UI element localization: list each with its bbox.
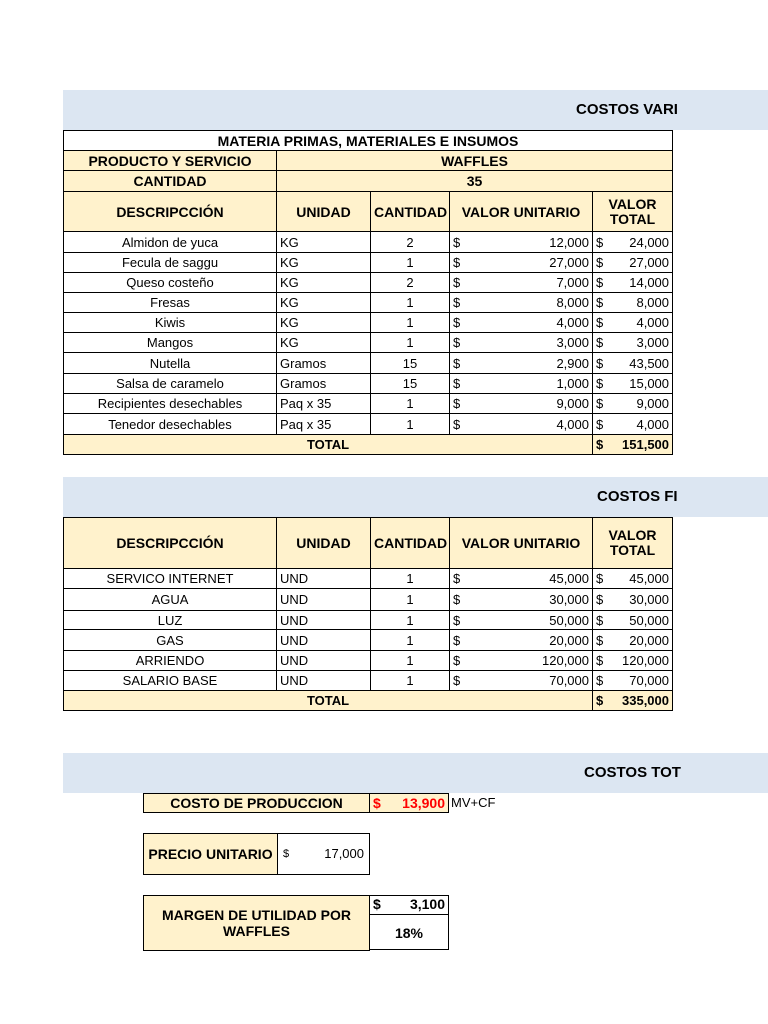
unit-price-value: $ 17,000 xyxy=(277,833,370,875)
row-unit-value: $ 45,000 xyxy=(450,569,593,589)
col-header-unit-value: VALOR UNITARIO xyxy=(450,192,593,232)
row-quantity: 1 xyxy=(371,569,450,589)
production-cost-value: $ 13,900 xyxy=(369,793,449,813)
row-description: LUZ xyxy=(64,611,277,630)
product-label: PRODUCTO Y SERVICIO xyxy=(64,151,277,171)
row-unit-value: $ 8,000 xyxy=(450,293,593,313)
row-unit: KG xyxy=(277,293,371,313)
row-quantity: 1 xyxy=(371,630,450,651)
row-total-value: $ 4,000 xyxy=(593,414,673,435)
row-unit-value: $ 50,000 xyxy=(450,611,593,630)
row-total-value: $ 24,000 xyxy=(593,232,673,253)
row-quantity: 1 xyxy=(371,651,450,671)
row-description: Fecula de saggu xyxy=(64,253,277,273)
row-unit-value: $ 4,000 xyxy=(450,414,593,435)
row-unit: KG xyxy=(277,273,371,293)
row-quantity: 1 xyxy=(371,253,450,273)
row-description: Recipientes desechables xyxy=(64,394,277,414)
row-description: Salsa de caramelo xyxy=(64,374,277,394)
row-unit-value: $ 70,000 xyxy=(450,671,593,691)
row-unit: Gramos xyxy=(277,374,371,394)
row-unit-value: $ 27,000 xyxy=(450,253,593,273)
row-unit: KG xyxy=(277,313,371,333)
row-quantity: 2 xyxy=(371,232,450,253)
row-unit: UND xyxy=(277,671,371,691)
row-description: Fresas xyxy=(64,293,277,313)
product-value: WAFFLES xyxy=(277,151,673,171)
row-description: Tenedor desechables xyxy=(64,414,277,435)
fixed-costs-title: COSTOS FI xyxy=(597,488,678,505)
unit-price-label: PRECIO UNITARIO xyxy=(143,833,278,875)
row-quantity: 1 xyxy=(371,333,450,353)
row-quantity: 15 xyxy=(371,374,450,394)
row-quantity: 1 xyxy=(371,394,450,414)
fixed-col-header-unit-value: VALOR UNITARIO xyxy=(450,518,593,569)
row-unit-value: $ 3,000 xyxy=(450,333,593,353)
materials-section-title: MATERIA PRIMAS, MATERIALES E INSUMOS xyxy=(64,131,673,151)
row-total-value: $ 50,000 xyxy=(593,611,673,630)
row-unit: KG xyxy=(277,232,371,253)
row-unit-value: $ 12,000 xyxy=(450,232,593,253)
row-unit-value: $ 1,000 xyxy=(450,374,593,394)
fixed-total-value: $ 335,000 xyxy=(593,691,673,711)
row-quantity: 1 xyxy=(371,611,450,630)
row-total-value: $ 14,000 xyxy=(593,273,673,293)
variable-total-label: TOTAL xyxy=(64,435,593,455)
row-description: AGUA xyxy=(64,589,277,611)
row-total-value: $ 30,000 xyxy=(593,589,673,611)
row-description: SALARIO BASE xyxy=(64,671,277,691)
row-description: Kiwis xyxy=(64,313,277,333)
row-unit-value: $ 9,000 xyxy=(450,394,593,414)
row-unit-value: $ 4,000 xyxy=(450,313,593,333)
row-unit-value: $ 7,000 xyxy=(450,273,593,293)
row-unit: Gramos xyxy=(277,353,371,374)
row-unit-value: $ 20,000 xyxy=(450,630,593,651)
variable-total-value: $ 151,500 xyxy=(593,435,673,455)
row-description: ARRIENDO xyxy=(64,651,277,671)
row-unit: KG xyxy=(277,253,371,273)
row-quantity: 1 xyxy=(371,589,450,611)
row-unit-value: $ 2,900 xyxy=(450,353,593,374)
col-header-total-value: VALOR TOTAL xyxy=(593,192,673,232)
row-total-value: $ 70,000 xyxy=(593,671,673,691)
row-unit: UND xyxy=(277,611,371,630)
row-unit: UND xyxy=(277,630,371,651)
row-unit: UND xyxy=(277,589,371,611)
row-total-value: $ 4,000 xyxy=(593,313,673,333)
col-header-description: DESCRIPCCIÓN xyxy=(64,192,277,232)
col-header-unit: UNIDAD xyxy=(277,192,371,232)
row-description: Queso costeño xyxy=(64,273,277,293)
fixed-col-header-unit: UNIDAD xyxy=(277,518,371,569)
row-description: Nutella xyxy=(64,353,277,374)
row-quantity: 1 xyxy=(371,313,450,333)
row-unit-value: $ 30,000 xyxy=(450,589,593,611)
quantity-value: 35 xyxy=(277,171,673,192)
fixed-total-label: TOTAL xyxy=(64,691,593,711)
row-total-value: $ 27,000 xyxy=(593,253,673,273)
row-quantity: 2 xyxy=(371,273,450,293)
row-unit: Paq x 35 xyxy=(277,394,371,414)
row-description: Mangos xyxy=(64,333,277,353)
row-total-value: $ 45,000 xyxy=(593,569,673,589)
row-unit-value: $ 120,000 xyxy=(450,651,593,671)
row-quantity: 1 xyxy=(371,293,450,313)
row-description: Almidon de yuca xyxy=(64,232,277,253)
row-unit: UND xyxy=(277,569,371,589)
row-total-value: $ 20,000 xyxy=(593,630,673,651)
row-description: SERVICO INTERNET xyxy=(64,569,277,589)
row-unit: UND xyxy=(277,651,371,671)
production-cost-note: MV+CF xyxy=(451,795,496,810)
margin-value: $ 3,100 xyxy=(369,895,449,915)
fixed-col-header-quantity: CANTIDAD xyxy=(371,518,450,569)
row-total-value: $ 15,000 xyxy=(593,374,673,394)
row-description: GAS xyxy=(64,630,277,651)
row-quantity: 1 xyxy=(371,414,450,435)
row-total-value: $ 8,000 xyxy=(593,293,673,313)
production-cost-label: COSTO DE PRODUCCION xyxy=(143,793,370,813)
row-total-value: $ 120,000 xyxy=(593,651,673,671)
fixed-col-header-description: DESCRIPCCIÓN xyxy=(64,518,277,569)
variable-costs-title: COSTOS VARI xyxy=(576,101,678,118)
col-header-quantity: CANTIDAD xyxy=(371,192,450,232)
row-quantity: 15 xyxy=(371,353,450,374)
quantity-label: CANTIDAD xyxy=(64,171,277,192)
margin-percent: 18% xyxy=(369,914,449,950)
row-total-value: $ 9,000 xyxy=(593,394,673,414)
total-costs-title: COSTOS TOT xyxy=(584,764,681,781)
row-total-value: $ 3,000 xyxy=(593,333,673,353)
row-unit: KG xyxy=(277,333,371,353)
margin-label: MARGEN DE UTILIDAD POR WAFFLES xyxy=(143,895,370,951)
row-total-value: $ 43,500 xyxy=(593,353,673,374)
row-quantity: 1 xyxy=(371,671,450,691)
fixed-col-header-total-value: VALOR TOTAL xyxy=(593,518,673,569)
row-unit: Paq x 35 xyxy=(277,414,371,435)
